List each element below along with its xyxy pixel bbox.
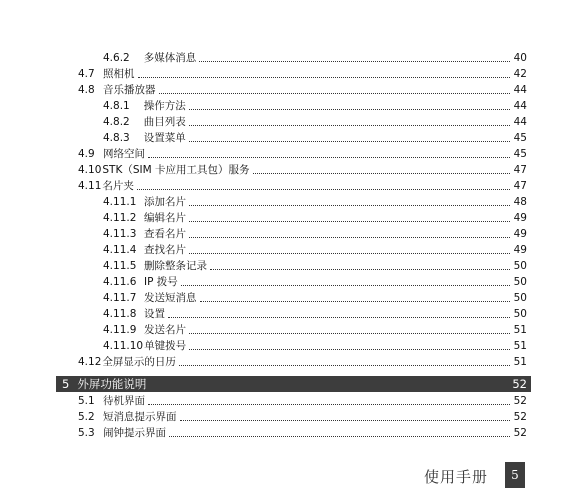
toc-entry-title: STK（SIM 卡应用工具包）服务 [102,164,250,176]
toc-entry-number: 4.11.6 [103,276,137,288]
toc-entry-title: 音乐播放器 [103,84,156,96]
toc-entry-title: 短消息提示界面 [103,411,177,423]
toc-leader-dots [168,316,510,318]
toc-entry-number: 5.2 [78,411,95,423]
toc-leader-dots [189,252,510,254]
toc-entry-page: 42 [513,68,527,80]
toc-leader-dots [189,108,510,110]
toc-entry-number: 4.11.4 [103,244,137,256]
toc-entry[interactable] [78,145,527,161]
chapter-heading[interactable] [56,376,531,392]
toc-entry-number: 4.8.3 [103,132,130,144]
toc-entry[interactable] [103,225,527,241]
toc-entry-page: 47 [513,164,527,176]
toc-entry[interactable] [78,353,527,369]
toc-entry-page: 49 [513,212,527,224]
toc-entry-title: IP 拨号 [144,276,178,288]
toc-entry-title: 多媒体消息 [143,52,197,64]
toc-entry-title: 查找名片 [144,244,186,256]
toc-leader-dots [210,268,510,270]
chapter-page: 52 [512,377,527,391]
toc-entry-page: 44 [513,100,527,112]
toc-entry-title: 待机界面 [103,395,145,407]
toc-entry-number: 4.8.1 [103,100,130,112]
toc-entry-page: 52 [513,395,527,407]
toc-entry-number: 4.11.2 [103,212,137,224]
toc-entry-page: 47 [513,180,527,192]
footer-manual-title: 使用手册 [424,468,489,486]
toc-entry-page: 48 [513,196,527,208]
toc-entry-number: 4.11.7 [103,292,137,304]
toc-entry-page: 50 [513,276,527,288]
toc-entry-title: 闹钟提示界面 [103,427,166,439]
footer-page-number: 5 [505,462,525,488]
toc-entry-number: 4.8.2 [103,116,130,128]
toc-entry-page: 40 [513,52,527,64]
toc-entry[interactable] [103,337,527,353]
toc-leader-dots [148,156,510,158]
toc-entry-number: 4.12 [78,356,102,368]
toc-entry[interactable] [103,241,527,257]
toc-entry-title: 查看名片 [144,228,186,240]
toc-entry-number: 4.11.8 [103,308,137,320]
toc-leader-dots [189,332,510,334]
toc-entry-title: 添加名片 [144,196,186,208]
toc-entry-title: 发送名片 [144,324,186,336]
toc-entry[interactable] [103,321,527,337]
toc-entry-title: 发送短消息 [144,292,197,304]
toc-entry-page: 44 [513,84,527,96]
toc-entry[interactable] [78,81,527,97]
toc-entry-title: 设置 [144,308,165,320]
toc-entry-number: 4.10 [78,164,102,176]
toc-entry-page: 45 [513,132,527,144]
toc-entry-title: 操作方法 [143,100,186,112]
toc-leader-dots [181,284,510,286]
toc-leader-dots [189,348,510,350]
toc-leader-dots [148,403,510,405]
toc-leader-dots [169,435,510,437]
toc-entry[interactable] [103,273,527,289]
toc-leader-dots [199,60,510,62]
toc-entry[interactable] [103,193,527,209]
toc-entry-number: 4.11.1 [103,196,137,208]
toc-entry-number: 4.11.10 [103,340,144,352]
toc-leader-dots [189,236,510,238]
toc-entry-page: 49 [513,228,527,240]
toc-entry-title: 删除整条记录 [144,260,207,272]
toc-leader-dots [200,300,511,302]
toc-entry[interactable] [78,161,527,177]
toc-leader-dots [159,92,511,94]
toc-leader-dots [189,220,510,222]
toc-entry[interactable] [78,424,527,440]
toc-leader-dots [138,76,511,78]
toc-entry-number: 4.11 [78,180,102,192]
toc-entry[interactable] [78,65,527,81]
toc-leader-dots [137,188,510,190]
toc-leader-dots [180,419,511,421]
toc-entry[interactable] [103,97,527,113]
toc-entry-title: 名片夹 [102,180,134,192]
toc-entry-title: 设置菜单 [143,132,186,144]
toc-entry[interactable] [103,129,527,145]
toc-entry-page: 44 [513,116,527,128]
toc-entry-page: 52 [513,411,527,423]
toc-entry-number: 4.6.2 [103,52,130,64]
toc-entry-number: 4.11.9 [103,324,137,336]
toc-entry[interactable] [103,305,527,321]
toc-entry-page: 51 [513,340,527,352]
toc-entry-page: 51 [513,324,527,336]
toc-entry-title: 照相机 [103,68,135,80]
toc-entry-title: 网络空间 [103,148,145,160]
toc-entry-number: 4.8 [78,84,95,96]
toc-entry-title: 编辑名片 [144,212,186,224]
toc-entry-number: 4.11.3 [103,228,137,240]
toc-entry[interactable] [103,289,527,305]
toc-entry-number: 4.11.5 [103,260,137,272]
toc-entry-number: 5.1 [78,395,95,407]
toc-entry-page: 50 [513,260,527,272]
toc-entry-number: 4.7 [78,68,95,80]
toc-entry-page: 51 [513,356,527,368]
toc-entry-page: 50 [513,308,527,320]
toc-entry-page: 50 [513,292,527,304]
toc-entry-page: 45 [513,148,527,160]
chapter-title: 外屏功能说明 [77,377,147,391]
toc-entry-title: 单键拨号 [144,340,187,352]
toc-entry-title: 全屏显示的日历 [102,356,176,368]
toc-entry[interactable] [103,49,527,65]
toc-leader-dots [179,364,510,366]
toc-leader-dots [189,140,510,142]
toc-entry-page: 49 [513,244,527,256]
toc-entry-title: 曲目列表 [143,116,186,128]
toc-entry[interactable] [103,257,527,273]
toc-leader-dots [189,124,510,126]
toc-leader-dots [253,172,510,174]
toc-entry[interactable] [103,209,527,225]
toc-entry-page: 52 [513,427,527,439]
toc-entry[interactable] [103,113,527,129]
chapter-number: 5 [62,377,70,391]
toc-entry[interactable] [78,177,527,193]
toc-entry-number: 5.3 [78,427,95,439]
toc-entry-number: 4.9 [78,148,95,160]
toc-entry[interactable] [78,392,527,408]
toc-leader-dots [189,204,510,206]
toc-entry[interactable] [78,408,527,424]
